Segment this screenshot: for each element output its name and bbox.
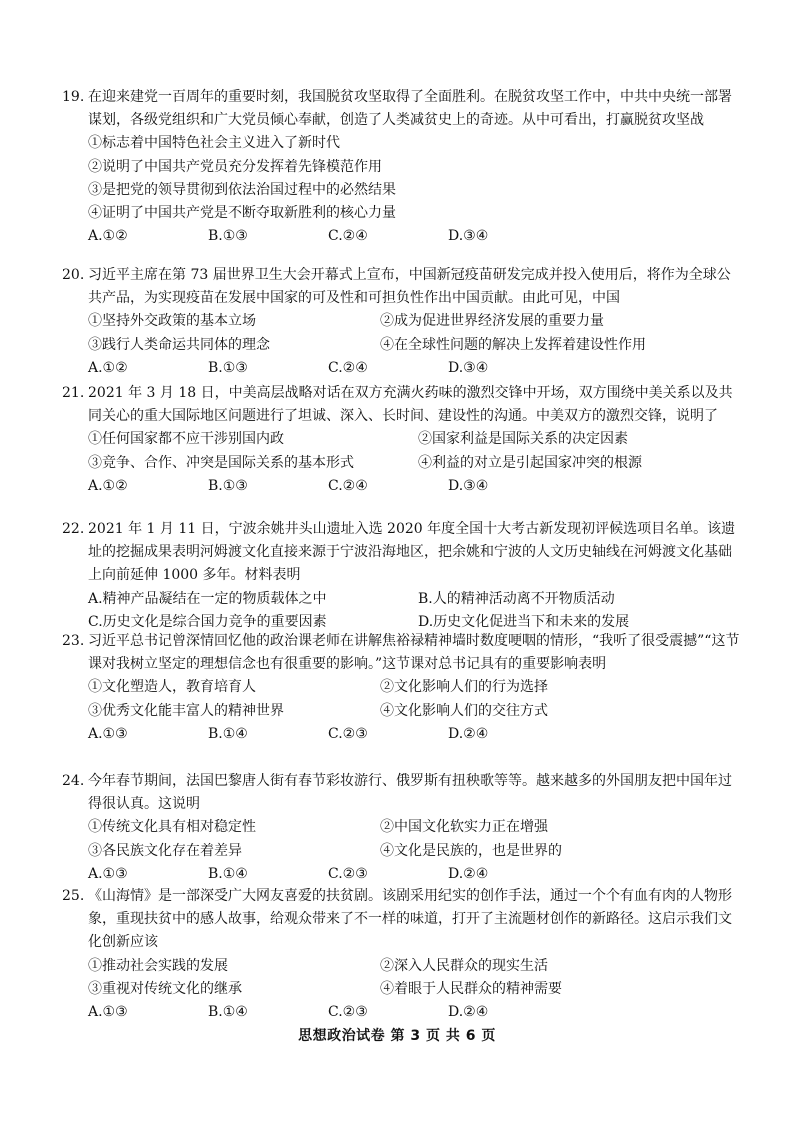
choice-c: C.②③: [328, 865, 368, 882]
choice-c: C.②③: [328, 1004, 368, 1021]
choice-b: B.①④: [208, 865, 248, 882]
choice-d: D.③④: [448, 477, 489, 494]
choice-b: B.①④: [208, 1004, 248, 1021]
question-20: [62, 264, 742, 380]
statement-row: [62, 428, 742, 451]
choice-row: [62, 225, 742, 248]
page-footer: 思想政治试卷 第 3 页 共 6 页: [298, 1028, 496, 1044]
statement-row: [62, 310, 742, 333]
question-number: 22.: [62, 521, 85, 537]
statement-4: ④文化影响人们的交往方式: [380, 702, 548, 719]
statement-row: [62, 676, 742, 699]
choice-a: A.精神产品凝结在一定的物质载体之中: [88, 590, 327, 607]
choice-d: D.②④: [448, 1004, 489, 1021]
question-stem: 习近平主席在第 73 届世界卫生大会开幕式上宣布，中国新冠疫苗研发完成并投入使用后，将作为全球公共产品，为实现疫苗在发展中国家的可及性和可担负性作出中国贡献。由此可见，中国: [88, 267, 731, 307]
choice-c: C.②④: [328, 477, 368, 494]
statement-3: ③践行人类命运共同体的理念: [88, 336, 270, 353]
question-number: 21.: [62, 385, 85, 401]
statement-1: ①任何国家都不应干涉别国内政: [88, 431, 284, 448]
statement-row: [62, 978, 742, 1001]
choice-d: D.②④: [448, 725, 489, 742]
choice-b: B.①③: [208, 228, 248, 245]
statement-row: [62, 334, 742, 357]
statement-2: ②文化影响人们的行为选择: [380, 679, 548, 696]
question-stem: 今年春节期间，法国巴黎唐人街有春节彩妆游行、俄罗斯有扭秧歌等等。越来越多的外国朋友把中国年过得很认真。这说明: [88, 773, 732, 813]
statement-1: ①推动社会实践的发展: [88, 957, 228, 974]
statement-row: [62, 700, 742, 723]
statement-1: ①文化塑造人，教育培育人: [88, 679, 256, 696]
choice-row: [62, 863, 742, 886]
choice-d: D.历史文化促进当下和未来的发展: [418, 613, 630, 630]
choice-c: C.②③: [328, 725, 368, 742]
statement-row: [62, 816, 742, 839]
statement-row: [62, 955, 742, 978]
question-stem: 《山海情》是一部深受广大网友喜爱的扶贫剧。该剧采用纪实的创作手法，通过一个个有血有肉的人物形象，重现扶贫中的感人故事，给观众带来了不一样的味道，打开了主流题材创作的新路径。这启示我们文化创新应该: [88, 888, 732, 951]
statement-1: ①传统文化具有相对稳定性: [88, 819, 256, 836]
question-21: [62, 382, 742, 498]
choice-d: D.③④: [448, 228, 489, 245]
question-stem: 2021 年 3 月 18 日，中美高层战略对话在双方充满火药味的激烈交锋中开场，双方围绕中美关系以及共同关心的重大国际地区问题进行了坦诚、深入、长时间、建设性的沟通。中美双方的激烈交锋，说明了: [88, 385, 733, 425]
choice-row: [62, 357, 742, 380]
statement-4: ④文化是民族的，也是世界的: [380, 842, 562, 859]
choice-a: A.①③: [88, 725, 128, 742]
choice-row: [62, 475, 742, 498]
choice-a: A.①②: [88, 477, 128, 494]
question-23: [62, 630, 742, 746]
choice-row: [62, 1001, 742, 1024]
choice-c: C.历史文化是综合国力竞争的重要因素: [88, 613, 327, 630]
choice-b: B.人的精神活动离不开物质活动: [418, 590, 615, 607]
statement-2: ②深入人民群众的现实生活: [380, 957, 548, 974]
question-number: 19.: [62, 89, 85, 105]
question-number: 23.: [62, 633, 85, 649]
question-stem: 习近平总书记曾深情回忆他的政治课老师在讲解焦裕禄精神墙时数度哽咽的情形，“我听了很受震撼”“这节课对我树立坚定的理想信念也有很重要的影响。”这节课对总书记具有的重要影响表明: [88, 633, 740, 673]
statement-4: ④利益的对立是引起国家冲突的根源: [418, 454, 642, 471]
question-number: 25.: [62, 888, 85, 904]
question-stem: 在迎来建党一百周年的重要时刻，我国脱贫攻坚取得了全面胜利。在脱贫攻坚工作中，中共中央统一部署谋划，各级党组织和广大党员倾心奉献，创造了人类减贫史上的奇迹。从中可看出，打赢脱贫攻坚战: [88, 89, 732, 129]
question-stem: 2021 年 1 月 11 日，宁波余姚井头山遗址入选 2020 年度全国十大考古新发现初评候选项目名单。该遗址的挖掘成果表明河姆渡文化直接来源于宁波沿海地区，把余姚和宁波的人文历史轴线在河姆渡文化基础上向前延伸 1000 多年。材料表明: [88, 521, 736, 584]
question-25: [62, 885, 742, 1024]
choice-row: [62, 723, 742, 746]
choice-a: A.①③: [88, 865, 128, 882]
choice-a: A.①②: [88, 228, 128, 245]
choice-b: B.①③: [208, 477, 248, 494]
statement-4: ④证明了中国共产党是不断夺取新胜利的核心力量: [88, 205, 396, 222]
choice-row: [62, 588, 742, 611]
statement-4: ④在全球性问题的解决上发挥着建设性作用: [380, 336, 646, 353]
statement-3: ③竞争、合作、冲突是国际关系的基本形式: [88, 454, 354, 471]
question-24: [62, 770, 742, 886]
statement-2: ②成为促进世界经济发展的重要力量: [380, 313, 604, 330]
choice-b: B.①④: [208, 725, 248, 742]
statement-1: ①标志着中国特色社会主义进入了新时代: [88, 135, 340, 152]
statement-2: ②国家利益是国际关系的决定因素: [418, 431, 628, 448]
choice-a: A.①②: [88, 359, 128, 376]
statement-row: [62, 840, 742, 863]
question-22: [62, 518, 742, 634]
choice-d: D.③④: [448, 359, 489, 376]
statement-4: ④着眼于人民群众的精神需要: [380, 980, 562, 997]
statement-2: ②中国文化软实力正在增强: [380, 819, 548, 836]
choice-d: D.②④: [448, 865, 489, 882]
choice-a: A.①③: [88, 1004, 128, 1021]
statement-3: ③重视对传统文化的继承: [88, 980, 242, 997]
choice-b: B.①③: [208, 359, 248, 376]
statement-row: [62, 452, 742, 475]
statement-1: ①坚持外交政策的基本立场: [88, 313, 256, 330]
statement-2: ②说明了中国共产党员充分发挥着先锋模范作用: [88, 158, 382, 175]
question-19: [62, 86, 742, 248]
choice-c: C.②④: [328, 359, 368, 376]
choice-c: C.②④: [328, 228, 368, 245]
question-number: 20.: [62, 267, 85, 283]
statement-3: ③优秀文化能丰富人的精神世界: [88, 702, 284, 719]
question-number: 24.: [62, 773, 85, 789]
statement-3: ③是把党的领导贯彻到依法治国过程中的必然结果: [88, 181, 396, 198]
statement-3: ③各民族文化存在着差异: [88, 842, 242, 859]
